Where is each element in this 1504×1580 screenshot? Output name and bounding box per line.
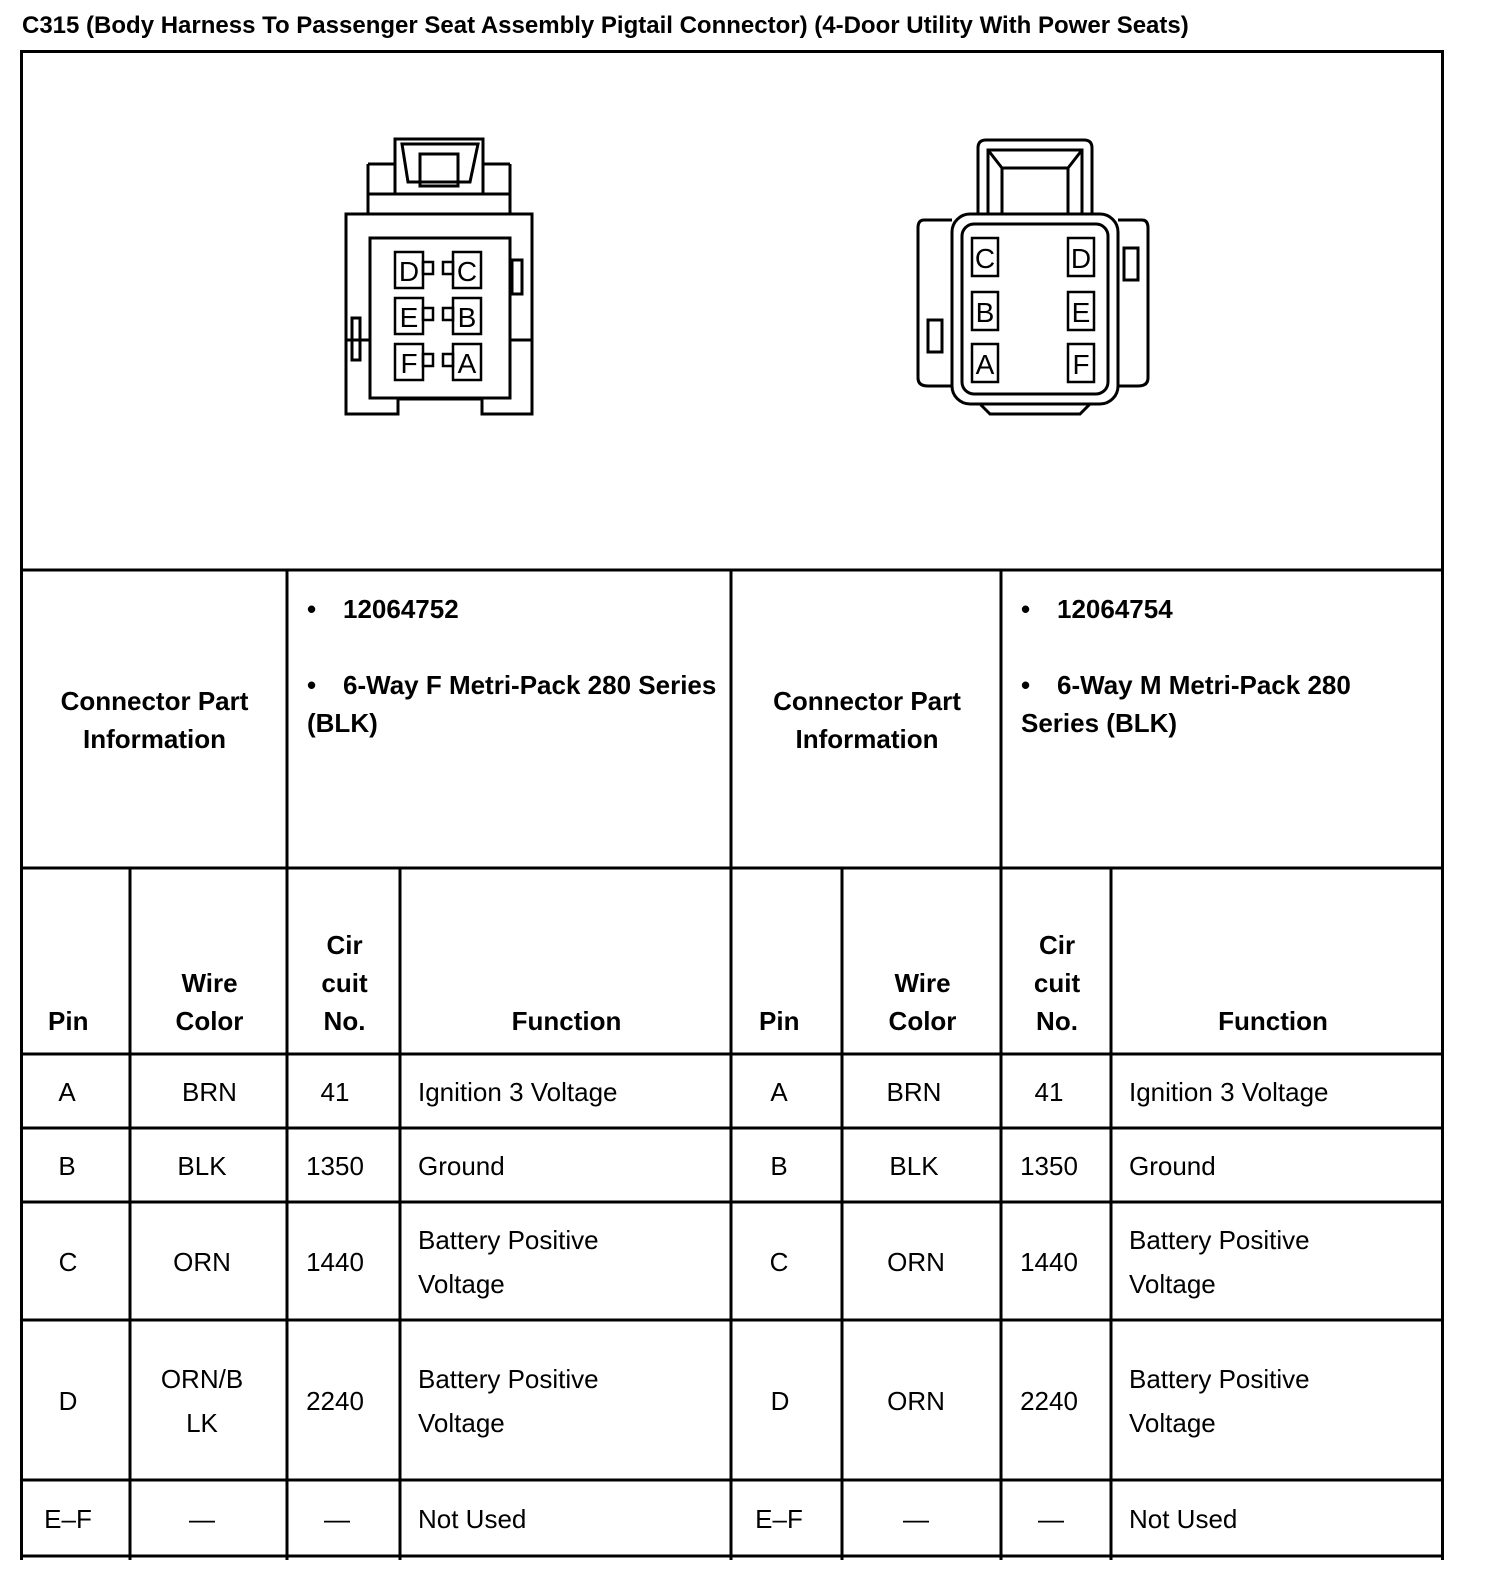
function-cell: Ignition 3 Voltage [418,1077,618,1107]
wire-color-cell: ORN [887,1247,945,1277]
info-label-text: Connector Part Information [773,686,961,754]
function-cell: Battery Positive Voltage [418,1225,599,1299]
circuit-cell: 2240 [1020,1386,1078,1416]
part-number: 12064752 [343,594,459,624]
wire-color-cell: ORN/B LK [160,1364,244,1438]
wire-color-cell: BLK [889,1151,939,1181]
description-bullet: • 6-Way F Metri-Pack 280 Series (BLK) [307,670,717,738]
circuit-cell: 41 [320,1077,350,1107]
header-circuit-no [289,870,400,1054]
circuit-cell: 1350 [306,1151,364,1181]
male-pin-label: F [1072,349,1090,380]
female-pin-label: F [400,348,418,379]
connector-part-info-value [289,572,731,868]
header-function: Function [511,1006,622,1036]
function-cell: Ground [418,1151,505,1181]
wire-color-cell: — [189,1504,215,1534]
male-connector-face [910,134,1160,424]
connector-part-info-value [1003,572,1433,868]
connector-part-info-label [733,572,1001,868]
pin-cell: A [58,1077,76,1107]
circuit-cell: 41 [1034,1077,1064,1107]
pin-cell: D [58,1386,78,1416]
connector-description: 6-Way M Metri-Pack 280 Series (BLK) [1021,670,1351,738]
circuit-cell: — [1038,1504,1064,1534]
pin-cell: E–F [44,1504,92,1534]
header-pin: Pin [759,1006,800,1036]
female-connector-face [340,134,540,424]
pin-cell: B [770,1151,788,1181]
male-pin-label: A [975,349,995,380]
female-pin-label: A [457,348,477,379]
wire-color-cell: ORN [887,1386,945,1416]
wire-color-cell: BLK [177,1151,227,1181]
pin-cell: C [769,1247,789,1277]
circuit-cell: 1350 [1020,1151,1078,1181]
header-circuit-no [1003,870,1111,1054]
header-text: Wire Color [175,968,244,1036]
page-title: C315 (Body Harness To Passenger Seat Assembly Pigtail Connector) (4-Door Utility With Power Seats) [22,12,1189,39]
pin-cell: D [770,1386,790,1416]
function-cell: Ground [1129,1151,1216,1181]
function-cell: Battery Positive Voltage [1129,1364,1310,1438]
header-function: Function [1218,1006,1328,1036]
function-cell: Battery Positive Voltage [418,1364,599,1438]
header-text: Cir cuit No. [321,930,368,1036]
circuit-cell: — [324,1504,350,1534]
female-pin-label: E [399,302,419,333]
wire-color-cell: — [903,1504,929,1534]
connector-part-info-label [22,572,287,868]
part-number-bullet: • 12064752 [307,594,459,624]
male-pin-label: B [975,297,995,328]
pin-cell: B [58,1151,76,1181]
circuit-cell: 2240 [306,1386,364,1416]
header-text: Cir cuit No. [1033,930,1081,1036]
info-label-text: Connector Part Information [60,686,249,754]
wire-color-cell: BRN [886,1077,942,1107]
circuit-cell: 1440 [1020,1247,1078,1277]
part-number: 12064754 [1057,594,1173,624]
male-pin-label: D [1070,243,1092,274]
circuit-cell: 1440 [306,1247,364,1277]
female-pin-label: B [457,302,477,333]
header-wire-color [844,870,1001,1054]
function-cell: Battery Positive Voltage [1129,1225,1310,1299]
header-text: Wire Color [888,968,957,1036]
wire-color-cell: ORN [173,1247,231,1277]
header-pin: Pin [48,1006,89,1036]
function-cell: Not Used [418,1504,527,1534]
function-cell: Not Used [1129,1504,1238,1534]
description-bullet: • 6-Way M Metri-Pack 280 Series (BLK) [1021,670,1351,738]
male-pin-label: E [1071,297,1091,328]
female-pin-label: C [456,256,478,287]
female-pin-label: D [398,256,420,287]
wire-color-cell: BRN [182,1077,237,1107]
part-number-bullet: • 12064754 [1021,594,1173,624]
function-cell: Ignition 3 Voltage [1129,1077,1329,1107]
pin-cell: C [58,1247,78,1277]
header-wire-color [132,870,287,1054]
connector-description: 6-Way F Metri-Pack 280 Series (BLK) [307,670,717,738]
pin-cell: A [770,1077,788,1107]
pin-cell: E–F [755,1504,803,1534]
male-pin-label: C [974,243,996,274]
